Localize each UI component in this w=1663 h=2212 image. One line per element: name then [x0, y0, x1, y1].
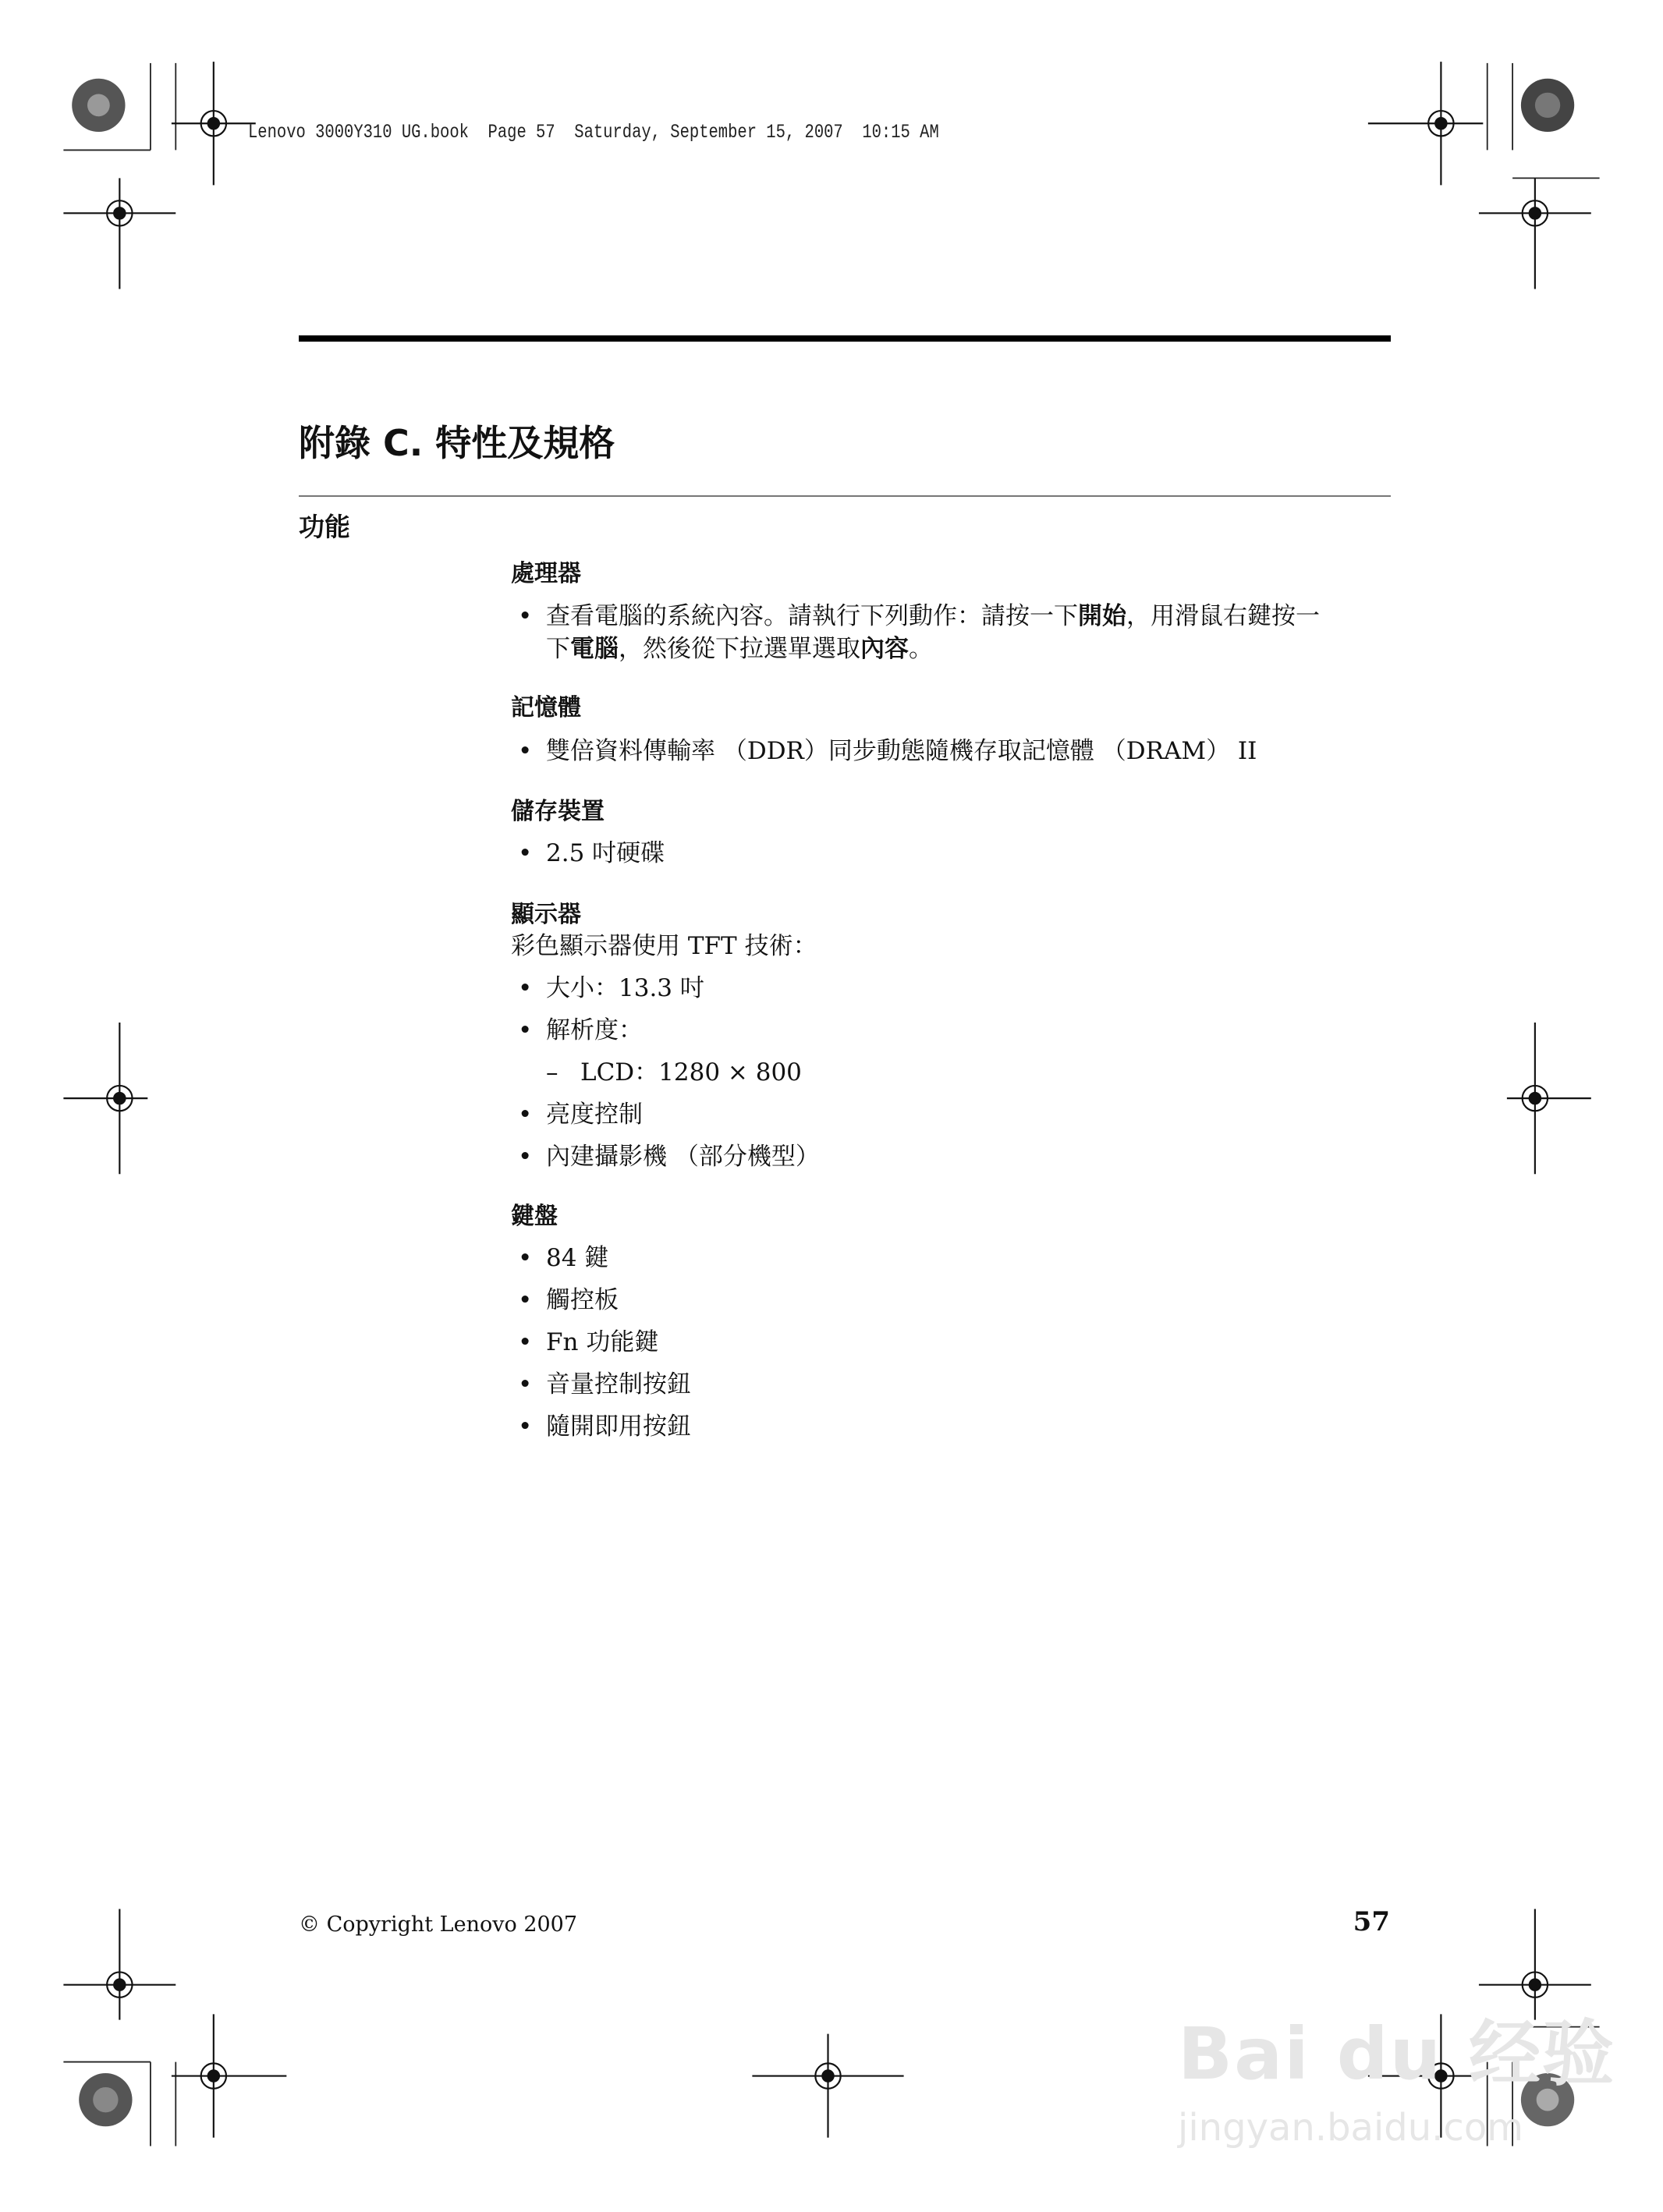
color-targets [72, 79, 1574, 2127]
ui-term-start: 開始 [1078, 602, 1126, 630]
text: Fn 功能鍵 [546, 1328, 659, 1356]
text: 音量控制按鈕 [546, 1370, 691, 1398]
text: 84 鍵 [546, 1244, 609, 1272]
text: 下 [546, 635, 570, 663]
list-item [518, 1094, 643, 1129]
text: 。 [909, 635, 933, 663]
list-item [518, 731, 1257, 766]
bullet: • [518, 1370, 533, 1398]
list-item [518, 1364, 691, 1399]
list-item [518, 1238, 608, 1273]
text: 亮度控制 [546, 1101, 643, 1129]
list-item [518, 1322, 658, 1357]
baidu-watermark: Bai du 经验 [1178, 2012, 1616, 2096]
list-item [518, 833, 665, 868]
text: 解析度： [546, 1016, 643, 1044]
display-intro: 彩色顯示器使用 TFT 技術： [511, 932, 817, 960]
text: 觸控板 [546, 1286, 619, 1314]
copyright: © Copyright Lenovo 2007 [299, 1912, 578, 1937]
ui-term-computer: 電腦 [570, 635, 619, 663]
list-item [518, 596, 1320, 631]
section-rule [299, 495, 1391, 497]
text: ，然後從下拉選單選取 [619, 635, 860, 663]
print-header: Lenovo 3000Y310 UG.book Page 57 Saturday, September 15, 2007 10:15 AM [248, 121, 939, 144]
bullet: • [518, 602, 533, 630]
dash: – [546, 1058, 558, 1087]
sub-list-item [546, 1052, 802, 1087]
text: 大小：13.3 吋 [546, 974, 704, 1002]
registration-marks [63, 62, 1590, 2138]
list-item [518, 1406, 691, 1441]
page-number: 57 [1353, 1906, 1390, 1937]
bullet: • [518, 737, 533, 765]
list-item [518, 968, 704, 1003]
page-title: 附錄 C. 特性及規格 [299, 422, 615, 464]
text: LCD：1280 × 800 [580, 1058, 802, 1087]
text: 隨開即用按鈕 [546, 1413, 691, 1441]
text: 內建攝影機 （部分機型） [546, 1143, 820, 1171]
bullet: • [518, 1143, 533, 1171]
bullet: • [518, 1101, 533, 1129]
keyboard-heading: 鍵盤 [511, 1203, 558, 1230]
bullet: • [518, 1413, 533, 1441]
baidu-watermark-url: jingyan.baidu.com [1178, 2106, 1523, 2150]
list-item [518, 1280, 619, 1315]
bullet: • [518, 1328, 533, 1356]
memory-heading: 記憶體 [511, 694, 581, 721]
ui-term-properties: 內容 [860, 635, 909, 663]
list-item [518, 1136, 820, 1172]
text: 雙倍資料傳輸率 （DDR）同步動態隨機存取記憶體 （DRAM） II [546, 737, 1257, 765]
list-item-continuation [546, 629, 933, 664]
section-heading: 功能 [299, 512, 350, 542]
bullet: • [518, 839, 533, 867]
storage-heading: 儲存裝置 [511, 798, 605, 825]
list-item [518, 1010, 643, 1045]
processor-heading: 處理器 [511, 560, 581, 587]
bullet: • [518, 974, 533, 1002]
title-rule [299, 335, 1391, 342]
bullet: • [518, 1016, 533, 1044]
bullet: • [518, 1286, 533, 1314]
text: 查看電腦的系統內容。請執行下列動作：請按一下 [546, 602, 1078, 630]
text: 2.5 吋硬碟 [546, 839, 665, 867]
display-heading: 顯示器 [511, 901, 581, 928]
text: ，用滑鼠右鍵按一 [1126, 602, 1320, 630]
bullet: • [518, 1244, 533, 1272]
